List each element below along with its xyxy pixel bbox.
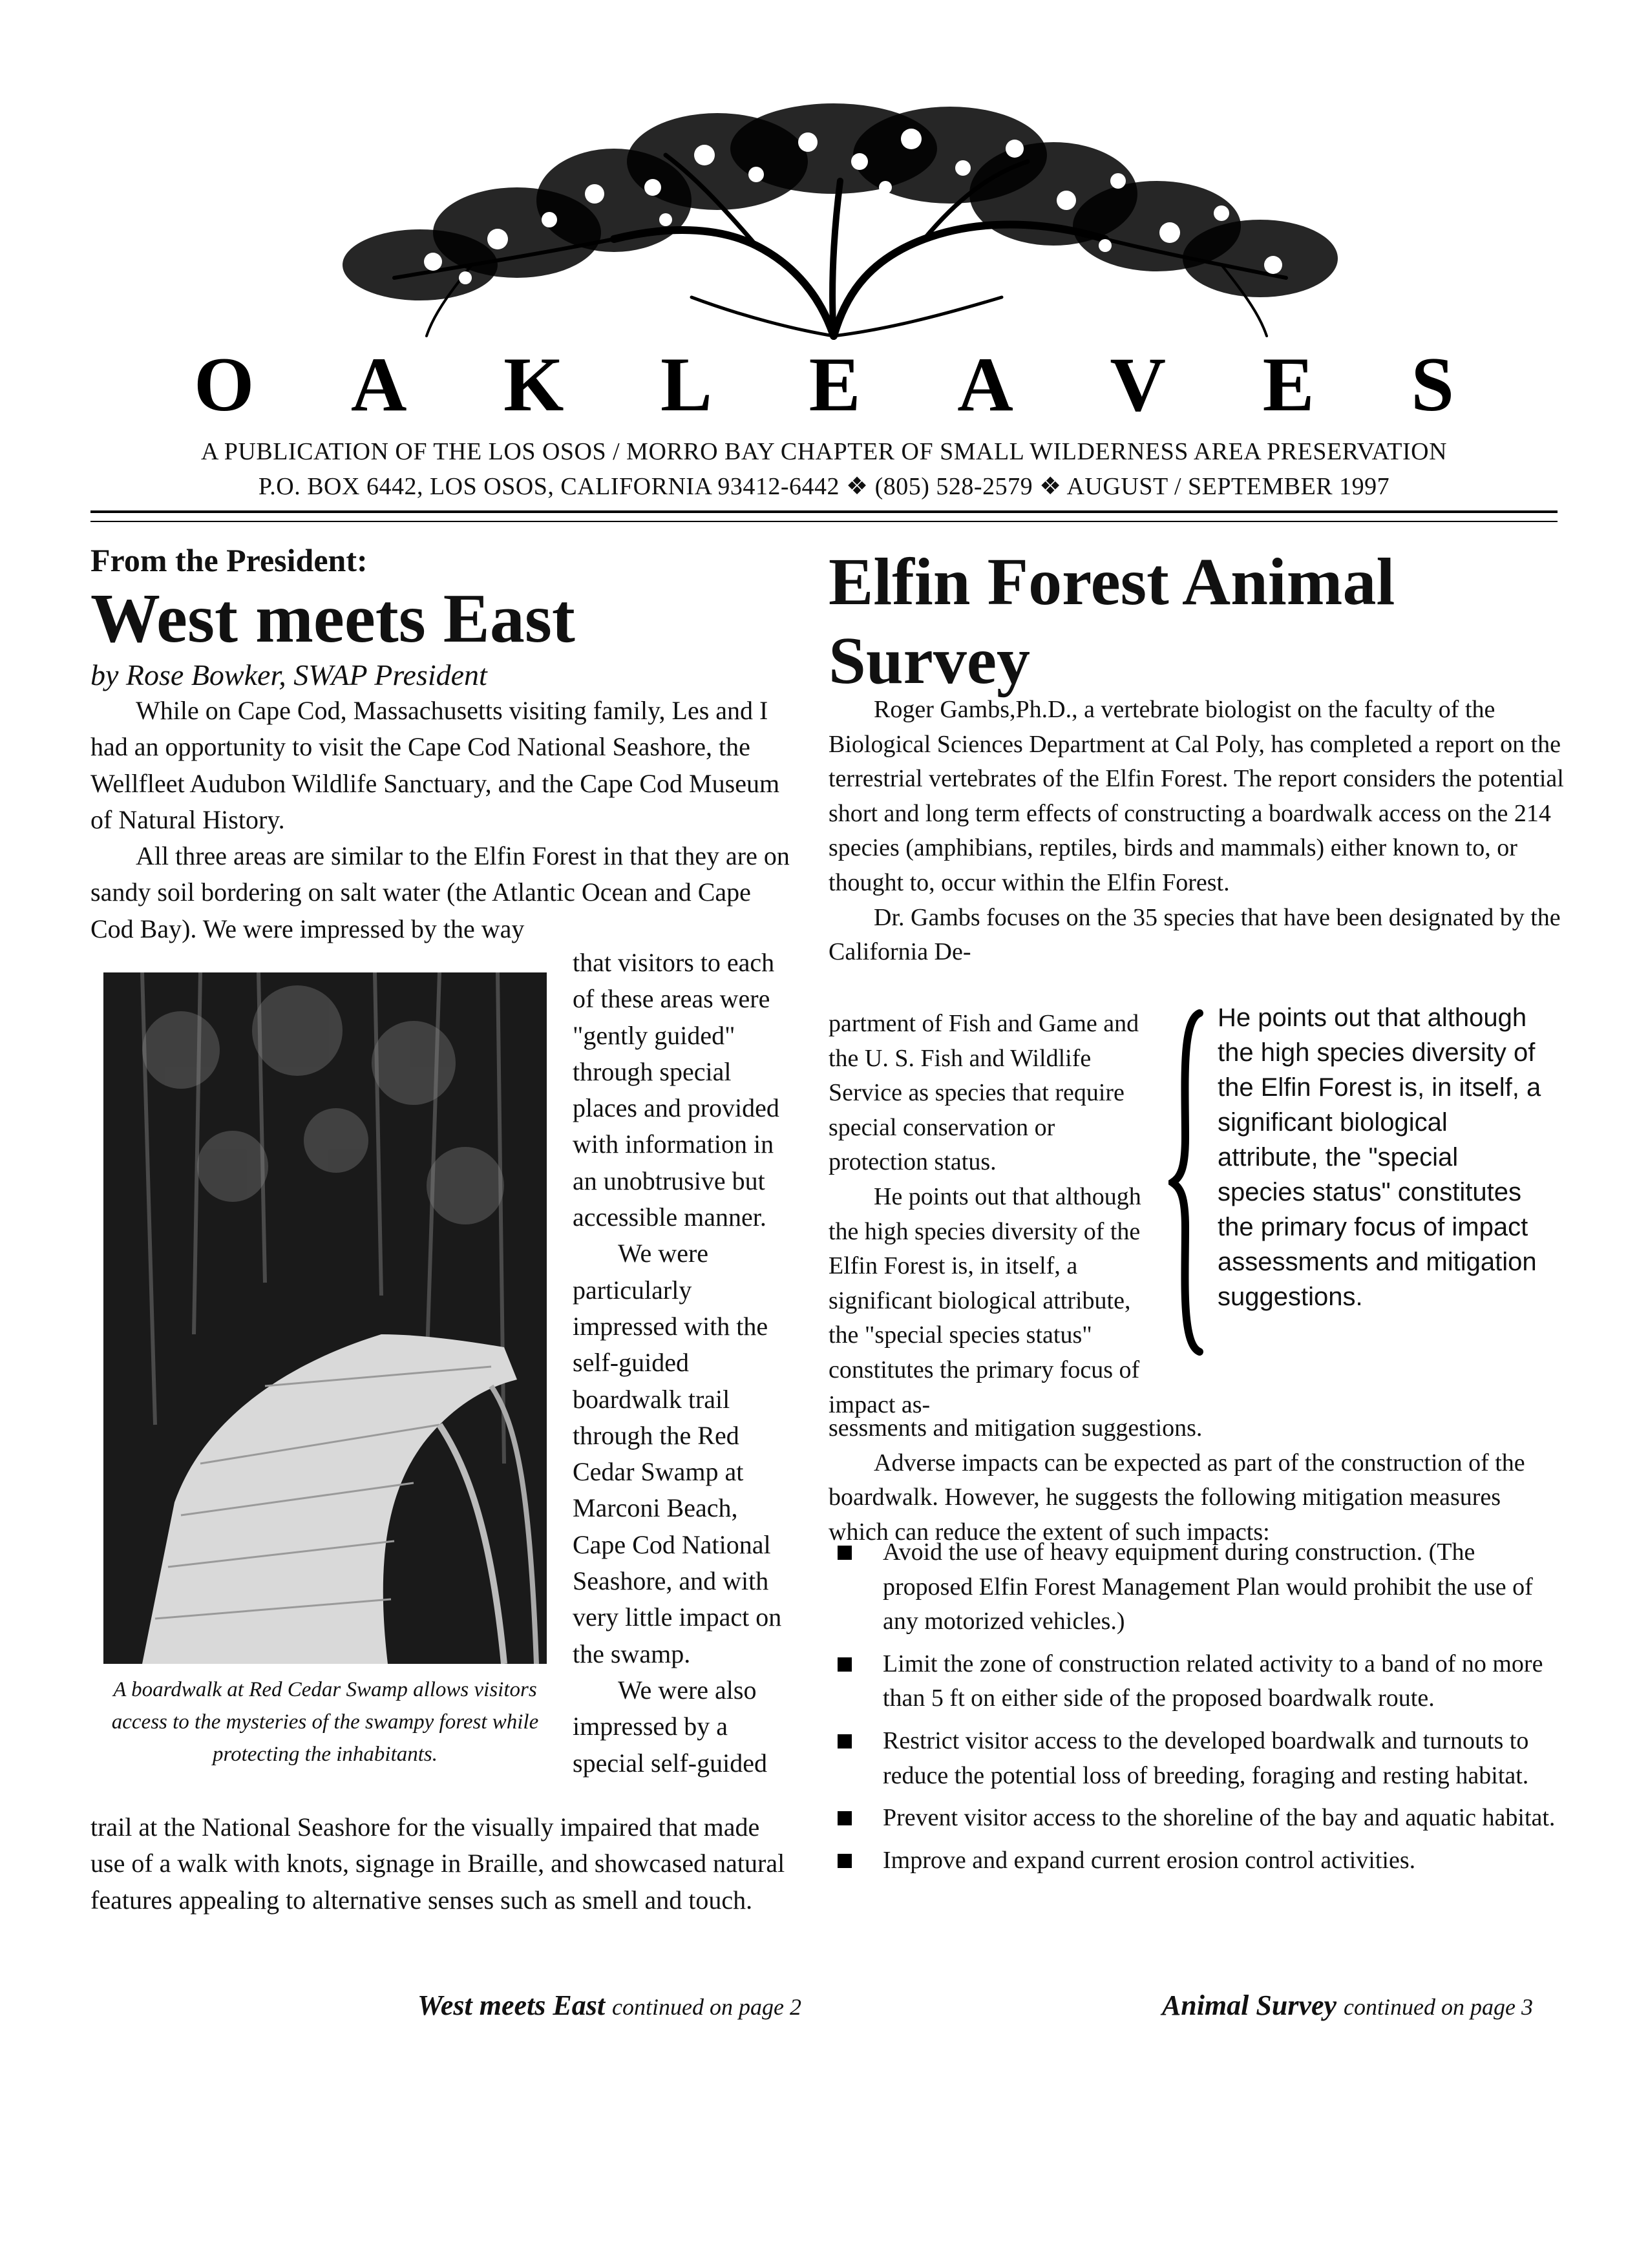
header-rule-thin [90, 521, 1558, 522]
mitigation-text: Prevent visitor access to the shoreline of the bay and aquatic habitat. [883, 1804, 1556, 1832]
continued-note: continued on page 3 [1344, 1994, 1533, 2020]
lead-paragraph: We were particularly impressed with the self-guided boardwalk trail through the Red Cedar Swamp at Marconi Beach, Cape Cod National Seashore, and with very little impact on the swamp. [573, 1239, 782, 1668]
lead-continued-line [90, 1989, 801, 2022]
mitigation-item [829, 1535, 1565, 1639]
mitigation-list [829, 1535, 1565, 1885]
survey-body-narrow [829, 1007, 1158, 1422]
masthead-letter: A [350, 341, 407, 427]
mitigation-text: Restrict visitor access to the developed boardwalk and turnouts to reduce the potential loss of breeding, foraging and resting habitat. [883, 1727, 1529, 1789]
address-line: P.O. BOX 6442, LOS OSOS, CALIFORNIA 93412-6442 ❖ (805) 528-2579 ❖ AUGUST / SEPTEMBER 1997 [258, 473, 1390, 500]
masthead-title [194, 336, 1454, 433]
survey-paragraph: Dr. Gambs focuses on the 35 species that have been designated by the California De- [829, 903, 1561, 966]
masthead-letter: E [1262, 341, 1315, 427]
lead-paragraph: All three areas are similar to the Elfin Forest in that they are on sandy soil bordering on salt water (the Atlantic Ocean and Cape Cod Bay). We were impressed by the way [90, 841, 790, 943]
masthead-letter: L [660, 341, 713, 427]
lead-body-narrow [573, 945, 795, 1781]
mitigation-item [829, 1647, 1565, 1716]
continued-title: West meets East [417, 1990, 606, 2021]
lead-body-top [90, 693, 795, 947]
survey-paragraph: Roger Gambs,Ph.D., a vertebrate biologist on the faculty of the Biological Sciences Department at Cal Poly, has completed a report on the terrestrial vertebrates of the Elfin Forest. The report considers the potential short and long term effects of constructing a boardwalk access on the 214 species (amphibians, reptiles, birds and mammals) either known to, or thought to, occur within the Elfin Forest. [829, 696, 1564, 896]
bullet-square-icon [838, 1657, 852, 1672]
lead-paragraph: While on Cape Cod, Massachusetts visiting family, Les and I had an opportunity to visit the Cape Cod National Seashore, the Wellfleet Audubon Wildlife Sanctuary, and the Cape Cod Museum of Natural History. [90, 696, 780, 834]
survey-article-title: Elfin Forest Animal Survey [829, 545, 1395, 698]
survey-continued-line [829, 1989, 1533, 2022]
pull-quote-brace [1168, 1008, 1207, 1357]
masthead-letter: S [1411, 341, 1454, 427]
bullet-square-icon [838, 1546, 852, 1560]
survey-paragraph: partment of Fish and Game and the U. S. Fish and Wildlife Service as species that require special conservation or protection status. [829, 1010, 1139, 1176]
publication-line: A PUBLICATION OF THE LOS OSOS / MORRO BAY CHAPTER OF SMALL WILDERNESS AREA PRESERVATION [200, 438, 1448, 465]
pull-quote: He points out that although the high species diversity of the Elfin Forest is, in itself, a significant biological attribute, the "special species status" constitutes the primary focus of impact assessments and mitigation suggestions. [1218, 1003, 1541, 1311]
mitigation-item [829, 1724, 1565, 1793]
photo-caption: A boardwalk at Red Cedar Swamp allows visitors access to the mysteries of the swampy forest while protecting the inhabitants. [111, 1678, 539, 1766]
lead-byline: by Rose Bowker, SWAP President [90, 658, 487, 691]
bullet-square-icon [838, 1734, 852, 1748]
continued-note: continued on page 2 [612, 1994, 801, 2020]
survey-body-top [829, 693, 1565, 970]
lead-paragraph: trail at the National Seashore for the visually impaired that made use of a walk with knots, signage in Braille, and showcased natural features appealing to alternative senses such as smell and touch. [90, 1812, 785, 1915]
lead-paragraph: that visitors to each of these areas were "gently guided" through special places and provided with information in an unobtrusive but accessible manner. [573, 948, 779, 1232]
lead-paragraph: We were also impressed by a special self-guided [573, 1675, 767, 1778]
mitigation-text: Avoid the use of heavy equipment during construction. (The proposed Elfin Forest Management Plan would prohibit the use of any motorized vehicles.) [883, 1538, 1533, 1635]
bullet-square-icon [838, 1854, 852, 1868]
survey-paragraph: sessments and mitigation suggestions. [829, 1414, 1203, 1442]
bullet-square-icon [838, 1811, 852, 1825]
oak-tree-illustration [304, 103, 1364, 349]
mitigation-text: Limit the zone of construction related activity to a band of no more than 5 ft on either side of the proposed boardwalk route. [883, 1650, 1543, 1712]
mitigation-item [829, 1801, 1565, 1836]
masthead-letter: O [194, 341, 255, 427]
masthead-letter: K [503, 341, 564, 427]
lead-body-bottom [90, 1809, 795, 1918]
mitigation-text: Improve and expand current erosion control activities. [883, 1846, 1416, 1874]
continued-title: Animal Survey [1161, 1990, 1337, 2021]
lead-article-title: West meets East [90, 580, 575, 657]
survey-body-mid [829, 1411, 1565, 1549]
masthead-letter: E [808, 341, 861, 427]
masthead-letter: V [1110, 341, 1167, 427]
lead-kicker: From the President: [90, 542, 368, 578]
masthead-letter: A [957, 341, 1013, 427]
mitigation-item [829, 1843, 1565, 1878]
survey-paragraph: Adverse impacts can be expected as part of the construction of the boardwalk. However, he suggests the following mitigation measures which can reduce the extent of such impacts: [829, 1449, 1525, 1546]
boardwalk-image [103, 972, 547, 1664]
header-rule [90, 510, 1558, 513]
boardwalk-photo [103, 972, 547, 1664]
survey-paragraph: He points out that although the high species diversity of the Elfin Forest is, in itself, a significant biological attribute, the "special species status" constitutes the primary focus of impact as- [829, 1182, 1141, 1418]
